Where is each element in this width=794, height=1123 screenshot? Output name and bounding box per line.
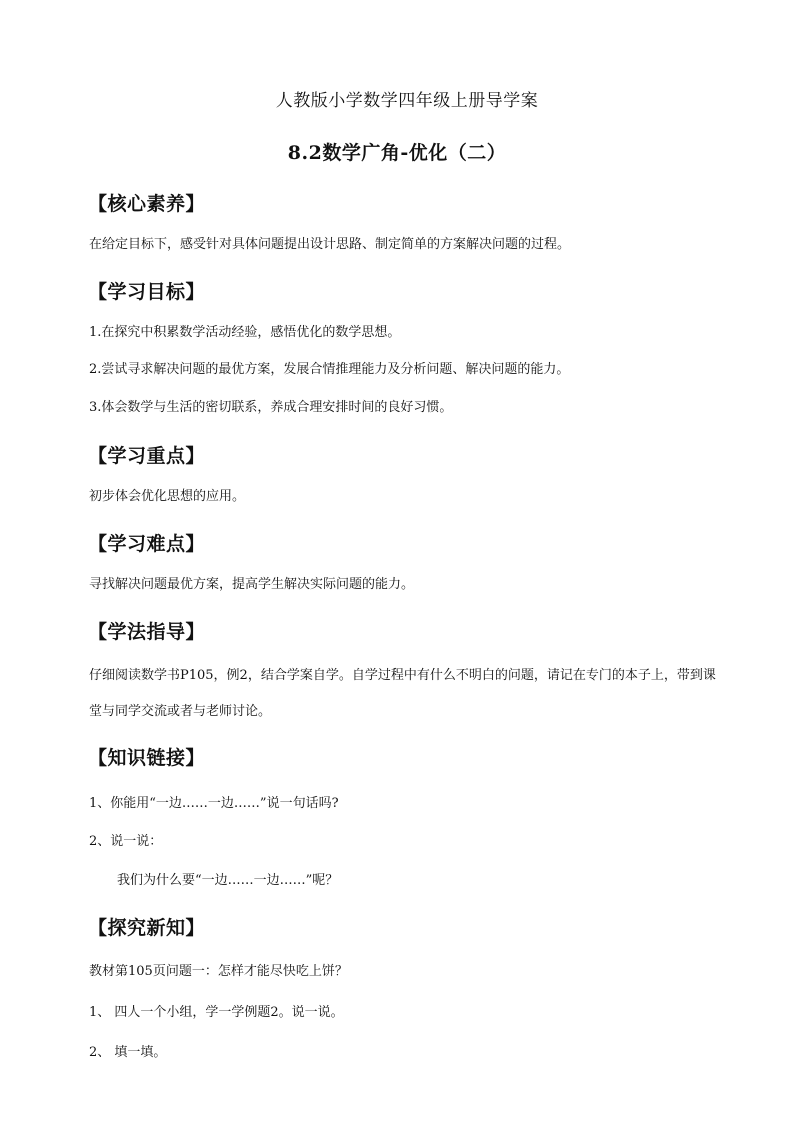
key-point-heading: 【学习重点】 bbox=[88, 445, 206, 467]
explore-question: 教材第105页问题一：怎样才能尽快吃上饼？ bbox=[89, 964, 348, 979]
learning-goal-1: 1.在探究中积累数学活动经验，感悟优化的数学思想。 bbox=[89, 325, 401, 340]
lesson-title: 8.2数学广角-优化（二） bbox=[287, 142, 507, 164]
method-guide-heading: 【学法指导】 bbox=[88, 621, 206, 643]
knowledge-link-item-2-detail: 我们为什么要“一边……一边……”呢？ bbox=[117, 873, 339, 888]
knowledge-link-item-2: 2、说一说： bbox=[89, 834, 163, 849]
key-point-text: 初步体会优化思想的应用。 bbox=[89, 489, 246, 504]
difficulty-heading: 【学习难点】 bbox=[88, 533, 206, 555]
explore-step-1: 1、 四人一个小组，学一学例题2。说一说。 bbox=[89, 1005, 344, 1020]
document-title: 人教版小学数学四年级上册导学案 bbox=[275, 91, 539, 111]
knowledge-link-item-1: 1、你能用“一边……一边……”说一句话吗? bbox=[89, 796, 339, 811]
learning-goal-2: 2.尝试寻求解决问题的最优方案，发展合情推理能力及分析问题、解决问题的能力。 bbox=[89, 362, 570, 377]
knowledge-link-heading: 【知识链接】 bbox=[88, 747, 206, 769]
method-guide-text: 仔细阅读数学书P105，例2，结合学案自学。自学过程中有什么不明白的问题，请记在专门的本子上，带到课堂与同学交流或者与老师讨论。 bbox=[89, 668, 716, 719]
difficulty-text: 寻找解决问题最优方案，提高学生解决实际问题的能力。 bbox=[89, 577, 415, 592]
core-literacy-heading: 【核心素养】 bbox=[88, 193, 206, 215]
explore-new-heading: 【探究新知】 bbox=[88, 917, 206, 939]
learning-goals-heading: 【学习目标】 bbox=[88, 281, 206, 303]
learning-goal-3: 3.体会数学与生活的密切联系，养成合理安排时间的良好习惯。 bbox=[89, 400, 453, 415]
core-literacy-text: 在给定目标下，感受针对具体问题提出设计思路、制定简单的方案解决问题的过程。 bbox=[89, 237, 571, 252]
explore-step-2: 2、 填一填。 bbox=[89, 1045, 167, 1060]
